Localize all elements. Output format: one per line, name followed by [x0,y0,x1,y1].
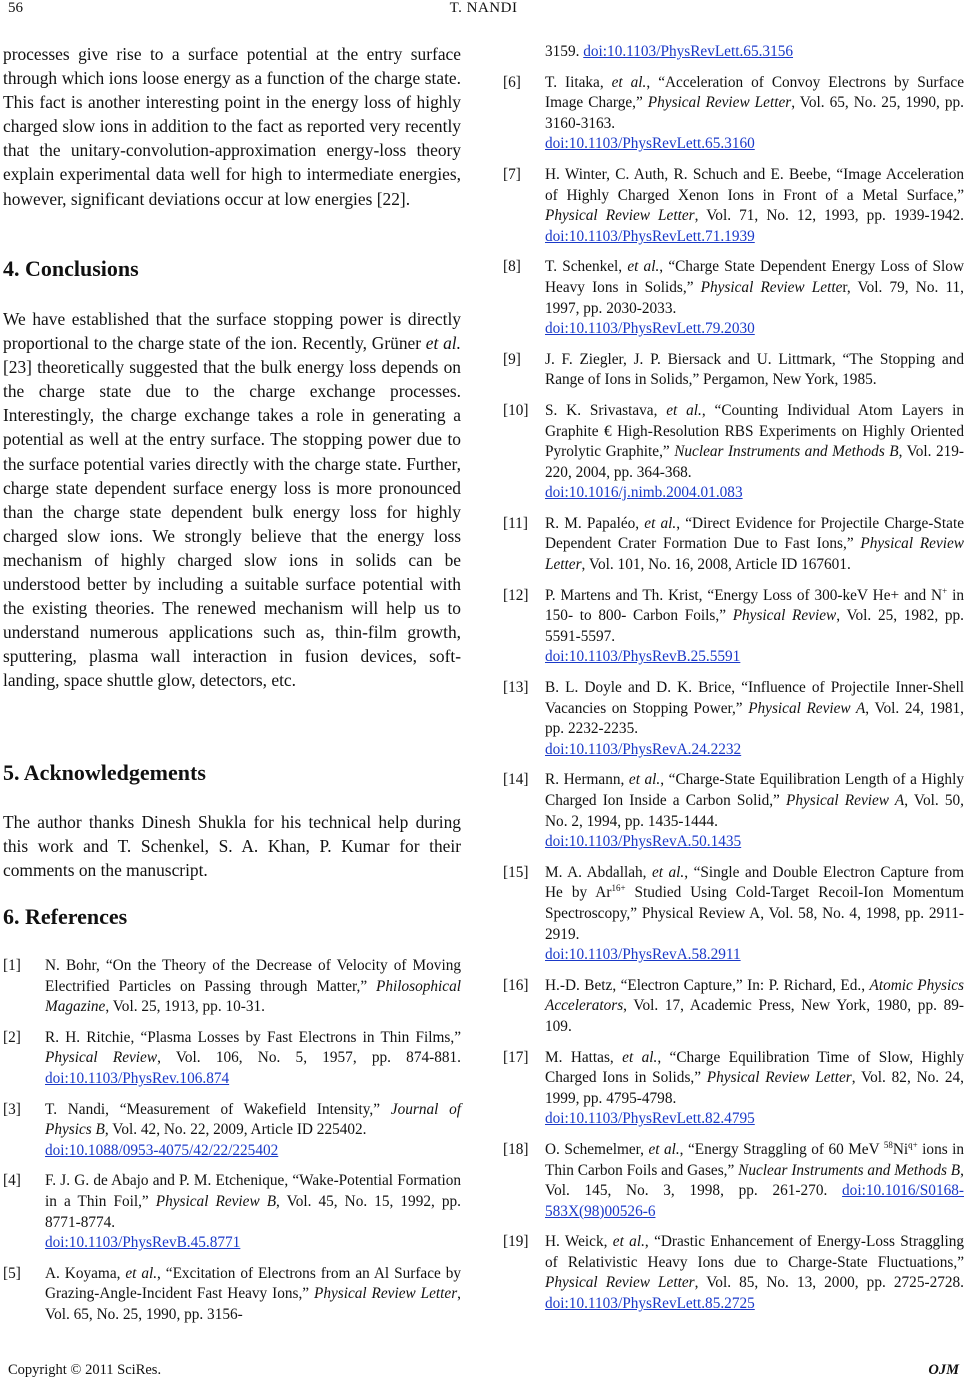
reference-text: , Vol. 82, No. 24, 1999, pp. 4795-4798. [545,1069,964,1107]
doi-link[interactable]: doi:10.1103/PhysRevLett.82.4795 [545,1110,755,1128]
reference-item [503,350,964,391]
reference-text: B. L. Doyle and D. K. Brice, “Influence of Projectile Inner-Shell Vacancies on Stopping Power,” [545,679,964,717]
reference-text: T. Iitaka, [545,73,612,91]
reference-text: et al. [644,514,677,532]
reference-text: et al. [125,1264,158,1282]
reference-text: , Vol. 106, No. 5, 1957, pp. 874-881. [157,1049,461,1067]
references-list-right [503,42,964,1325]
left-column [3,42,461,211]
reference-text: , “Single and Double Electron Capture from He by Ar [545,863,964,902]
reference-number: [17] [503,1048,529,1066]
reference-text: Ni [892,1140,909,1158]
reference-text: , “Charge Equilibration Time of Slow, Highly Charged Ions in Solids,” [545,1048,964,1087]
reference-text: 16+ [611,883,626,894]
reference-text: Physical Review B [155,1192,277,1210]
reference-item [503,165,964,247]
reference-number: [6] [503,73,521,91]
reference-item [3,1171,461,1253]
reference-text: A. Koyama, [45,1264,126,1282]
reference-text: Physical Review A [785,792,905,809]
reference-text: , “Acceleration of Convoy Electrons by Surface Image Charge,” [545,73,964,112]
reference-text: , Vol. 65, No. 25, 1990, pp. 3156- [45,1285,461,1323]
reference-text: , “Drastic Enhancement of Energy-Loss Straggling of Relativistic Heavy Ions due to Charge-State Fluctuations,” [545,1233,964,1271]
doi-link[interactable]: doi:10.1103/PhysRevLett.79.2030 [545,320,755,338]
reference-item [3,1100,461,1162]
reference-text: Philosophical Magazine [45,977,461,1016]
reference-text: et al. [612,1233,645,1251]
reference-text: M. A. Abdallah, [545,863,652,881]
copyright-text: Copyright © 2011 SciRes. [8,1362,162,1378]
doi-link[interactable]: doi:10.1103/PhysRevLett.65.3160 [545,135,755,153]
reference-item [503,770,964,852]
conclusions-text-a: We have established that the surface stopping power is directly proportional to the charge state of the ion. Recently, Grüner [3,309,461,354]
reference-text: T. Schenkel, [545,258,628,276]
reference-item [503,73,964,155]
reference-item [3,1264,461,1326]
doi-link[interactable]: doi:10.1103/PhysRev.106.874 [45,1069,230,1087]
running-author: T. NANDI [449,0,518,16]
reference-item [503,257,964,339]
reference-text: Physical Review Letter [545,207,695,225]
reference-number: [8] [503,258,521,276]
reference-text: N. Bohr, “On the Theory of the Decrease of Velocity of Moving Electrified Particles on Passing through Matter,” [45,957,461,995]
doi-link[interactable]: doi:10.1103/PhysRevLett.85.2725 [545,1295,755,1313]
reference-text: , Vol. 50, No. 2, 1994, pp. 1435-1444. [545,792,964,830]
references-heading: 6. References [3,904,128,929]
reference-text: R. H. Ritchie, “Plasma Losses by Fast Electrons in Thin Films,” [45,1028,461,1046]
reference-text: et al. [651,863,685,881]
reference-text: P. Martens and Th. Krist, “Energy Loss of 300-keV He+ and N [545,586,943,604]
reference-text: , Vol. 17, Academic Press, New York, 1980, pp. 89-109. [545,997,964,1035]
acknowledgements-paragraph: The author thanks Dinesh Shukla for his technical help during this work and T. Schenkel, S. A. Khan, P. Kumar for their comments on the manuscript. [3,812,461,881]
journal-abbrev: OJM [928,1362,959,1378]
doi-link[interactable]: doi:10.1103/PhysRevLett.65.3156 [583,43,794,60]
doi-link[interactable]: doi:10.1016/j.nimb.2004.01.083 [545,484,743,502]
reference-number: [3] [3,1100,21,1118]
reference-text: Physical Review A [748,699,866,717]
reference-item [503,514,964,576]
reference-number: [14] [503,771,529,789]
reference-text: J. F. Ziegler, J. P. Biersack and U. Littmark, “The Stopping and Range of Ions in Solids,” Pergamon, New York, 1985. [545,350,964,389]
reference-text: , “Counting Individual Atom Layers in Graphite € High-Resolution RBS Experiments on Highly Oriented Pyrolytic Graphite,” [545,401,964,461]
reference-text: , Vol. 25, 1913, pp. 10-31. [105,998,265,1016]
reference-item [503,1048,964,1130]
reference-text: Nuclear Instruments and Methods B [674,443,899,461]
reference-text: R. Hermann, [545,771,629,789]
reference-text: Journal of Physics B [45,1100,461,1139]
reference-text: H. Weick, [545,1233,613,1251]
reference-text: q+ [908,1139,918,1150]
reference-item [503,863,964,966]
reference-text: R. M. Papaléo, [545,514,645,532]
reference-text: in 150- to 800- Carbon Foils,” [545,586,964,625]
reference-text: 58 [883,1139,893,1150]
reference-text: et al. [611,73,647,91]
reference-item [503,1232,964,1314]
doi-link[interactable]: doi:10.1103/PhysRevA.58.2911 [545,946,741,964]
reference-text: , Vol. 219-220, 2004, pp. 364-368. [545,443,964,481]
reference-item [503,42,964,63]
reference-text: H. Winter, C. Auth, R. Schuch and E. Beebe, “Image Acceleration of Highly Charged Xenon Ions in Front of a Metal Surface,” [545,165,964,204]
reference-number: [5] [3,1264,21,1282]
reference-text: , Vol. 65, No. 25, 1990, pp. 3160-3163. [545,94,965,132]
acknowledgements-heading: 5. Acknowledgements [3,760,206,785]
reference-text: Physical Review Lette [700,278,843,296]
reference-text: , “Charge-State Equilibration Length of a Highly Charged Ion Inside a Carbon Solid,” [545,771,964,809]
reference-text: Physical Review Letter [647,94,792,112]
reference-text: S. K. Srivastava, [545,401,667,419]
reference-text: H.-D. Betz, “Electron Capture,” In: P. Richard, Ed., [545,976,870,994]
reference-item [3,1028,461,1090]
reference-number: [11] [503,514,528,532]
reference-text: , Vol. 45, No. 15, 1992, pp. 8771-8774. [45,1192,461,1231]
reference-text: , “Energy Straggling of 60 MeV [679,1140,884,1158]
reference-number: [16] [503,976,529,994]
doi-link[interactable]: doi:10.1103/PhysRevA.24.2232 [545,740,742,758]
reference-text: F. J. G. de Abajo and P. M. Etchenique, “Wake-Potential Formation in a Thin Foil,” [45,1172,461,1210]
reference-number: [12] [503,586,529,604]
reference-text: , Vol. 101, No. 16, 2008, Article ID 167601. [581,556,851,574]
reference-item [503,678,964,760]
reference-text: et al. [622,1048,658,1066]
reference-number: [19] [503,1233,529,1251]
reference-item [3,956,461,1018]
reference-item [503,976,964,1038]
reference-text: et al. [628,771,661,789]
doi-link[interactable]: doi:10.1088/0953-4075/42/22/225402 [45,1141,279,1159]
page-header [0,0,967,22]
reference-text: T. Nandi, “Measurement of Wakefield Intensity,” [45,1100,391,1118]
page-number: 56 [8,0,23,16]
doi-link[interactable]: doi:10.1103/PhysRevA.50.1435 [545,833,742,851]
reference-text: , Vol. 24, 1981, pp. 2232-2235. [545,699,964,738]
reference-text: M. Hattas, [545,1048,623,1066]
reference-item [503,586,964,668]
reference-text: Physical Review Letter [313,1285,458,1303]
reference-text: Physical Review Letter [545,1274,695,1292]
reference-item [503,401,964,504]
reference-number: [15] [503,863,529,881]
conclusions-heading: 4. Conclusions [3,256,139,281]
conclusions-text-b: [23] theoretically suggested that the bulk energy loss depends on the charge state due to the charge exchange processes. Interestingly, the charge exchange takes a role in generating a potential as well at the entry surface. The stopping power due to the surface potential varies directly with the charge state. Further, charge state dependent surface energy loss is more pronounced than the charge state dependent bulk energy loss for highly charged slow ions. We strongly believe that the energy loss mechanism of highly charged slow ions in solids can be understood better by including a suitable surface potential with the existing theories. The renewed mechanism will help us to understand numerous applications such as, thin-film growth, sputtering, plasma wall interaction in fusion devices, soft-landing, space shuttle glow, detectors, etc. [3,357,461,691]
reference-text: , “Charge State Dependent Energy Loss of Slow Heavy Ions in Solids,” [545,258,965,296]
intro-paragraph: processes give rise to a surface potential at the entry surface through which ions loose energy as a function of the charge state. This fact is another interesting point in the energy loss of highly charged slow ions in addition to the fact as reported very recently that the unitary-convolution-approximation energy-loss theory explain experimental data well for high to intermediate energies, however, significant deviations occur at low energies [22]. [3,44,461,209]
references-list-left [3,956,461,1336]
reference-number: [2] [3,1028,21,1046]
doi-link[interactable]: doi:10.1016/S0168-583X(98)00526-6 [545,1182,964,1220]
reference-text: Physical Review [732,607,837,625]
reference-text: Nuclear Instruments and Methods B [738,1161,961,1179]
reference-text: Studied Using Cold-Target Recoil-Ion Momentum Spectroscopy,” Physical Review A, Vol. 58, No. 4, 1998, pp. 2911-2919. [545,884,964,943]
reference-number: [18] [503,1140,529,1158]
reference-number: [4] [3,1172,21,1190]
reference-text: , Vol. 42, No. 22, 2009, Article ID 225402. [104,1121,367,1139]
reference-text: , Vol. 145, No. 3, 1998, pp. 261-270. [545,1161,964,1200]
reference-item [503,1140,964,1222]
reference-text: Atomic Physics Accelerators [545,976,964,1015]
reference-text: , “Direct Evidence for Projectile Charge-State Dependent Crater Formation Due to Fast Ions,” [545,514,964,553]
reference-text: + [942,585,948,596]
reference-text: , Vol. 71, No. 12, 1993, pp. 1939-1942. [694,207,964,225]
reference-text: , “Excitation of Electrons from an Al Surface by Grazing-Angle-Incident Fast Heavy Ions,” [45,1264,461,1303]
reference-text: , Vol. 25, 1982, pp. 5591-5597. [545,607,964,645]
reference-text: O. Schemelmer, [545,1140,649,1158]
doi-link[interactable]: doi:10.1103/PhysRevB.45.8771 [45,1234,241,1252]
reference-number: [1] [3,957,21,974]
reference-text: ions in Thin Carbon Foils and Gases,” [545,1140,965,1179]
reference-text: 3159. [545,43,584,60]
conclusions-paragraph [3,307,461,693]
doi-link[interactable]: doi:10.1103/PhysRevLett.71.1939 [545,227,755,245]
reference-number: [10] [503,401,529,419]
doi-link[interactable]: doi:10.1103/PhysRevB.25.5591 [545,648,741,666]
reference-text: , Vol. 85, No. 13, 2000, pp. 2725-2728. [694,1274,964,1292]
reference-text: r, Vol. 79, No. 11, 1997, pp. 2030-2033. [545,278,964,317]
reference-number: [7] [503,165,521,183]
reference-text: et al. [666,401,702,419]
reference-text: Physical Review [45,1049,158,1067]
reference-text: et al. [627,258,660,276]
reference-number: [13] [503,679,529,697]
reference-text: Physical Review Letter [545,535,964,574]
conclusions-text-em: et al. [425,333,461,354]
reference-text: et al. [648,1140,680,1158]
reference-number: [9] [503,350,521,368]
reference-text: Physical Review Letter [706,1069,852,1087]
